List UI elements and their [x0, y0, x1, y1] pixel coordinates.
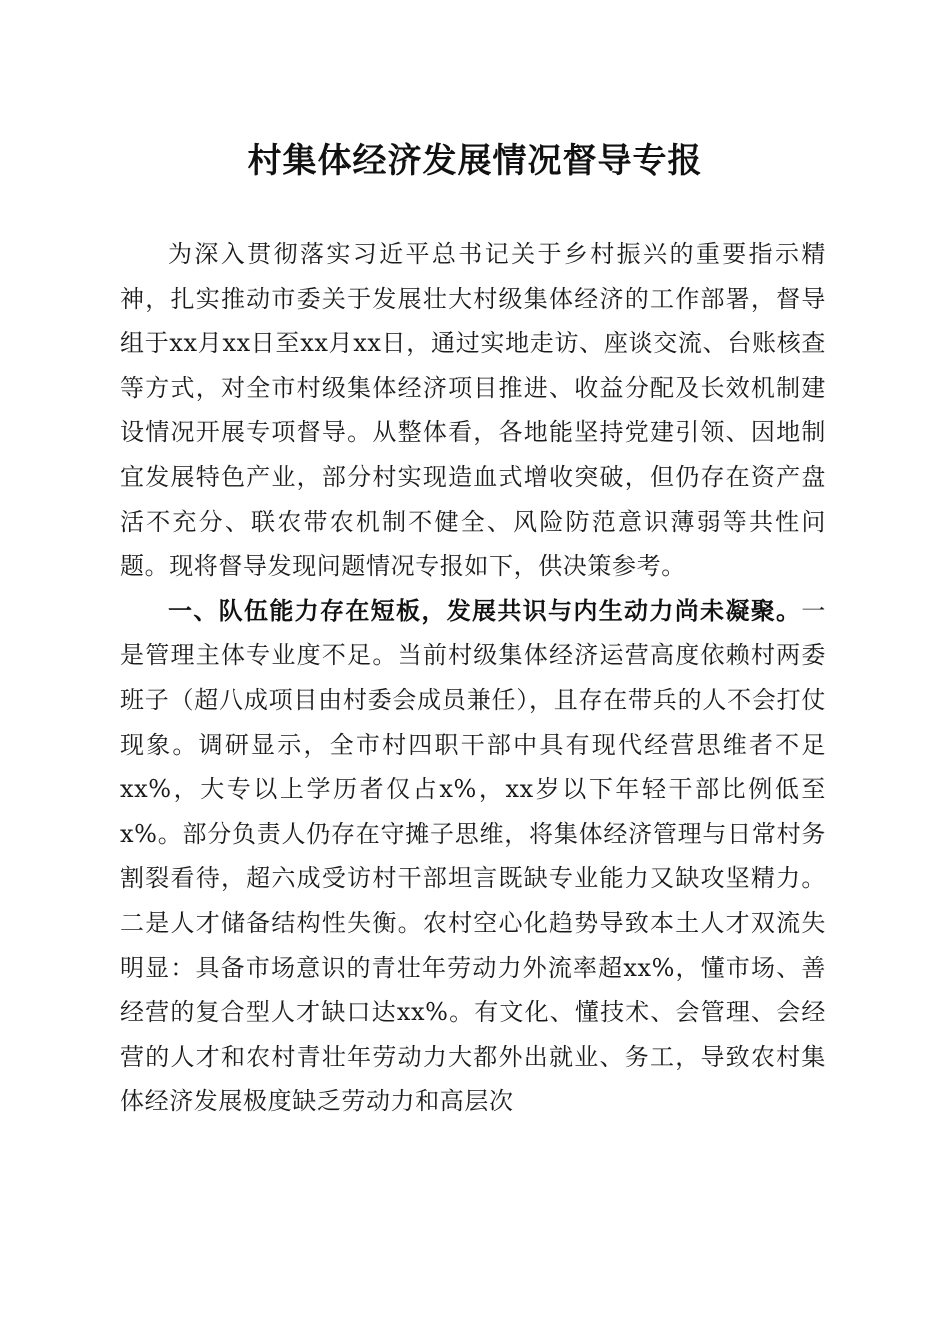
- section-1-heading: 一、队伍能力存在短板，发展共识与内生动力尚未凝聚。: [168, 596, 802, 625]
- section-1-text: 一是管理主体专业度不足。当前村级集体经济运营高度依赖村两委班子（超八成项目由村委会成员兼任），且存在带兵的人不会打仗现象。调研显示，全市村四职干部中具有现代经营思维者不足xx%，大专以上学历者仅占x%，xx岁以下年轻干部比例低至x%。部分负责人仍存在守摊子思维，将集体经济管理与日常村务割裂看待，超六成受访村干部坦言既缺专业能力又缺攻坚精力。二是人才储备结构性失衡。农村空心化趋势导致本土人才双流失明显：具备市场意识的青壮年劳动力外流率超xx%，懂市场、善经营的复合型人才缺口达xx%。有文化、懂技术、会管理、会经营的人才和农村青壮年劳动力大都外出就业、务工，导致农村集体经济发展极度缺乏劳动力和高层次: [120, 596, 826, 1116]
- intro-paragraph: 为深入贯彻落实习近平总书记关于乡村振兴的重要指示精神，扎实推动市委关于发展壮大村级集体经济的工作部署，督导组于xx月xx日至xx月xx日，通过实地走访、座谈交流、台账核查等方式，对全市村级集体经济项目推进、收益分配及长效机制建设情况开展专项督导。从整体看，各地能坚持党建引领、因地制宜发展特色产业，部分村实现造血式增收突破，但仍存在资产盘活不充分、联农带农机制不健全、风险防范意识薄弱等共性问题。现将督导发现问题情况专报如下，供决策参考。: [120, 240, 826, 581]
- document-body: [120, 232, 826, 1124]
- document-title: 村集体经济发展情况督导专报: [247, 141, 703, 181]
- section-1-paragraph: [120, 589, 826, 1124]
